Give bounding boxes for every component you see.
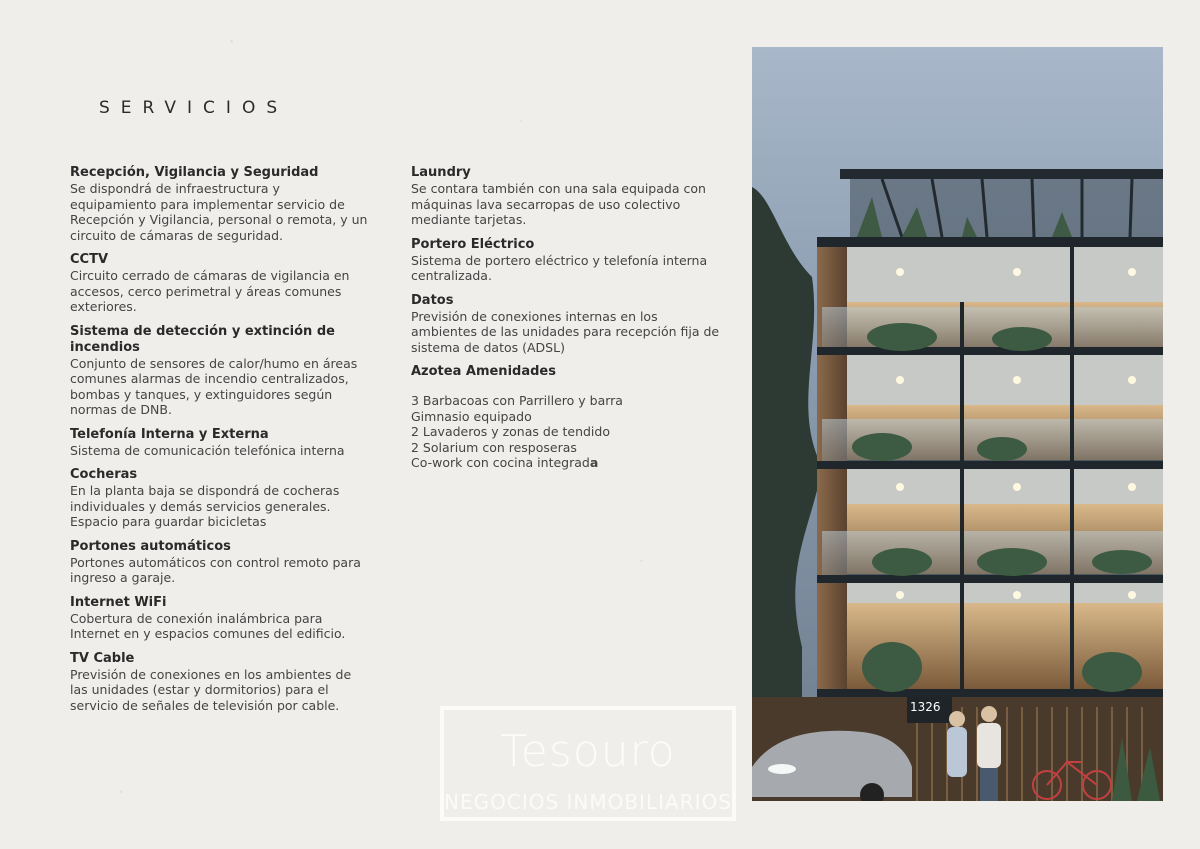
- watermark-tagline: NEGOCIOS INMOBILIARIOS: [444, 790, 732, 814]
- service-title: Laundry: [411, 165, 471, 180]
- amenity-item: 2 Lavaderos y zonas de tendido: [411, 424, 610, 439]
- paper-texture: [120, 790, 122, 793]
- service-item: [70, 539, 370, 586]
- service-description: Previsión de conexiones internas en los ambientes de las unidades para recepción fija de sistema de datos (ADSL): [411, 308, 720, 355]
- service-title: Telefonía Interna y Externa: [70, 426, 269, 442]
- paper-texture: [230, 40, 233, 43]
- service-title: Internet WiFi: [70, 594, 167, 610]
- service-item: [411, 293, 721, 356]
- service-title: CCTV: [70, 252, 109, 267]
- service-title: Portero Eléctrico: [411, 236, 535, 252]
- service-item: [411, 165, 721, 228]
- service-item: [70, 595, 370, 642]
- service-description: Se contara también con una sala equipada con máquinas lava secarropas de uso colectivo mediante tarjetas.: [411, 181, 706, 227]
- service-description: Cobertura de conexión inalámbrica para Internet en y espacios comunes del edificio.: [70, 610, 346, 641]
- amenity-item-bold-letter: a: [589, 455, 599, 470]
- service-title: Sistema de detección y extinción de incendios: [70, 323, 335, 355]
- service-description: En la planta baja se dispondrá de cocheras individuales y demás servicios generales. Espacio para guardar bicicletas: [70, 483, 340, 529]
- service-description: Sistema de comunicación telefónica interna: [70, 442, 345, 458]
- service-description: Sistema de portero eléctrico y telefonía interna centralizada.: [411, 252, 708, 283]
- amenity-item: 3 Barbacoas con Parrillero y barra: [411, 393, 623, 408]
- amenity-item-text: Co-work con cocina integrad: [411, 455, 590, 470]
- building-photo: [752, 47, 1163, 801]
- amenity-item: 2 Solarium con resposeras: [411, 439, 577, 455]
- paper-texture: [520, 120, 522, 122]
- amenities-title: Azotea Amenidades: [411, 364, 556, 379]
- service-item: [70, 467, 370, 530]
- paper-texture: [640, 560, 643, 562]
- service-title: Cocheras: [70, 467, 138, 482]
- service-description: Conjunto de sensores de calor/humo en áreas comunes alarmas de incendio centralizados, bombas y tanques, y extinguidores según normas de DNB.: [70, 355, 358, 417]
- amenity-item: [411, 455, 721, 471]
- service-item: [70, 324, 370, 418]
- service-title: TV Cable: [70, 650, 135, 666]
- page-title: SERVICIOS: [99, 98, 289, 118]
- service-item: [70, 165, 370, 243]
- amenities-list: [411, 393, 721, 471]
- amenity-item: Gimnasio equipado: [411, 408, 532, 424]
- services-right-column: [411, 165, 721, 480]
- watermark-brand: Tesouro: [500, 726, 676, 777]
- building-number: 1326: [910, 700, 941, 714]
- watermark-logo: [440, 706, 736, 821]
- service-description: Previsión de conexiones en los ambientes de las unidades (estar y dormitorios) para el servicio de señales de televisión por cable.: [70, 666, 352, 713]
- service-title: Portones automáticos: [70, 538, 231, 554]
- service-item: [70, 651, 370, 714]
- service-item: [70, 427, 370, 459]
- service-title: Datos: [411, 292, 454, 308]
- service-title: Recepción, Vigilancia y Seguridad: [70, 165, 319, 180]
- service-item: [411, 237, 721, 284]
- service-item: [70, 252, 370, 315]
- service-description: Circuito cerrado de cámaras de vigilancia en accesos, cerco perimetral y áreas comunes exteriores.: [70, 268, 350, 314]
- services-left-column: [70, 165, 370, 722]
- service-description: Se dispondrá de infraestructura y equipamiento para implementar servicio de Recepción y Vigilancia, personal o remota, y un circuito de cámaras de seguridad.: [70, 181, 368, 243]
- amenities-section: [411, 364, 721, 471]
- service-description: Portones automáticos con control remoto para ingreso a garaje.: [70, 554, 361, 585]
